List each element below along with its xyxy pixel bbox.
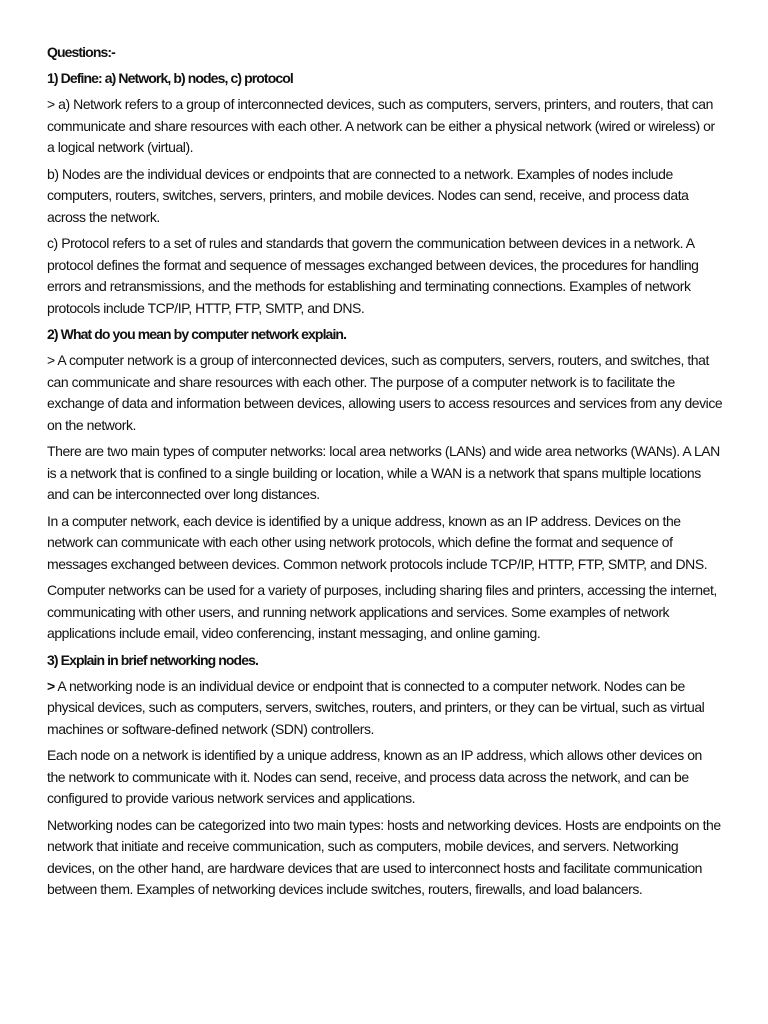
question-1-heading: 1) Define: a) Network, b) nodes, c) protocol [47, 70, 293, 86]
q3-answer-marker: > [47, 677, 55, 694]
question-2-heading: 2) What do you mean by computer network explain. [47, 326, 347, 342]
q2-paragraph-1: > A computer network is a group of interconnected devices, such as computers, servers, routers, and switches, that can communicate and share resources with each other. The purpose of a computer network is to facilitate the exchange of data and information between devices, allowing users to access resources and services from any device on the network. [47, 352, 723, 433]
q3-paragraph-1-text: A networking node is an individual device or endpoint that is connected to a computer network. Nodes can be physical devices, such as computers, servers, switches, routers, and printers, or they can be virtual, such as virtual machines or software-defined network (SDN) controllers. [47, 677, 705, 737]
q2-paragraph-3: In a computer network, each device is identified by a unique address, known as an IP address. Devices on the network can communicate with each other using network protocols, which define the format and sequence of messages exchanged between devices. Common network protocols include TCP/IP, HTTP, FTP, SMTP, and DNS. [47, 512, 708, 572]
document-page [47, 42, 723, 906]
q3-paragraph-2: Each node on a network is identified by a unique address, known as an IP address, which allows other devices on the network to communicate with it. Nodes can send, receive, and process data across the network, and can be configured to provide various network services and applications. [47, 747, 702, 806]
q2-paragraph-2: There are two main types of computer networks: local area networks (LANs) and wide area networks (WANs). A LAN is a network that is confined to a single building or location, while a WAN is a network that spans multiple locations and can be interconnected over long distances. [47, 443, 720, 502]
q1-answer-a: > a) Network refers to a group of interconnected devices, such as computers, servers, printers, and routers, that can communicate and share resources with each other. A network can be either a physical network (wired or wireless) or a logical network (virtual). [47, 96, 715, 155]
question-3-heading: 3) Explain in brief networking nodes. [47, 651, 258, 668]
q3-paragraph-1 [47, 676, 723, 741]
q3-paragraph-3: Networking nodes can be categorized into two main types: hosts and networking devices. Hosts are endpoints on the network that initiate and receive communication, such as computers, mobile devices, and servers. Networking devices, on the other hand, are hardware devices that are used to interconnect hosts and facilitate communication between them. Examples of networking devices include switches, routers, firewalls, and load balancers. [47, 816, 721, 897]
q2-paragraph-4: Computer networks can be used for a variety of purposes, including sharing files and printers, accessing the internet, communicating with other users, and running network applications and services. Some examples of network applications include email, video conferencing, instant messaging, and online gaming. [47, 582, 717, 641]
q1-answer-b: b) Nodes are the individual devices or endpoints that are connected to a network. Examples of nodes include computers, routers, switches, servers, printers, and mobile devices. Nodes can send, receive, and process data across the network. [47, 165, 689, 225]
q1-answer-c: c) Protocol refers to a set of rules and standards that govern the communication between devices in a network. A protocol defines the format and sequence of messages exchanged between devices, the procedures for handling errors and retransmissions, and the methods for establishing and terminating connections. Examples of network protocols include TCP/IP, HTTP, FTP, SMTP, and DNS. [47, 235, 699, 316]
page-title: Questions:- [47, 44, 115, 60]
